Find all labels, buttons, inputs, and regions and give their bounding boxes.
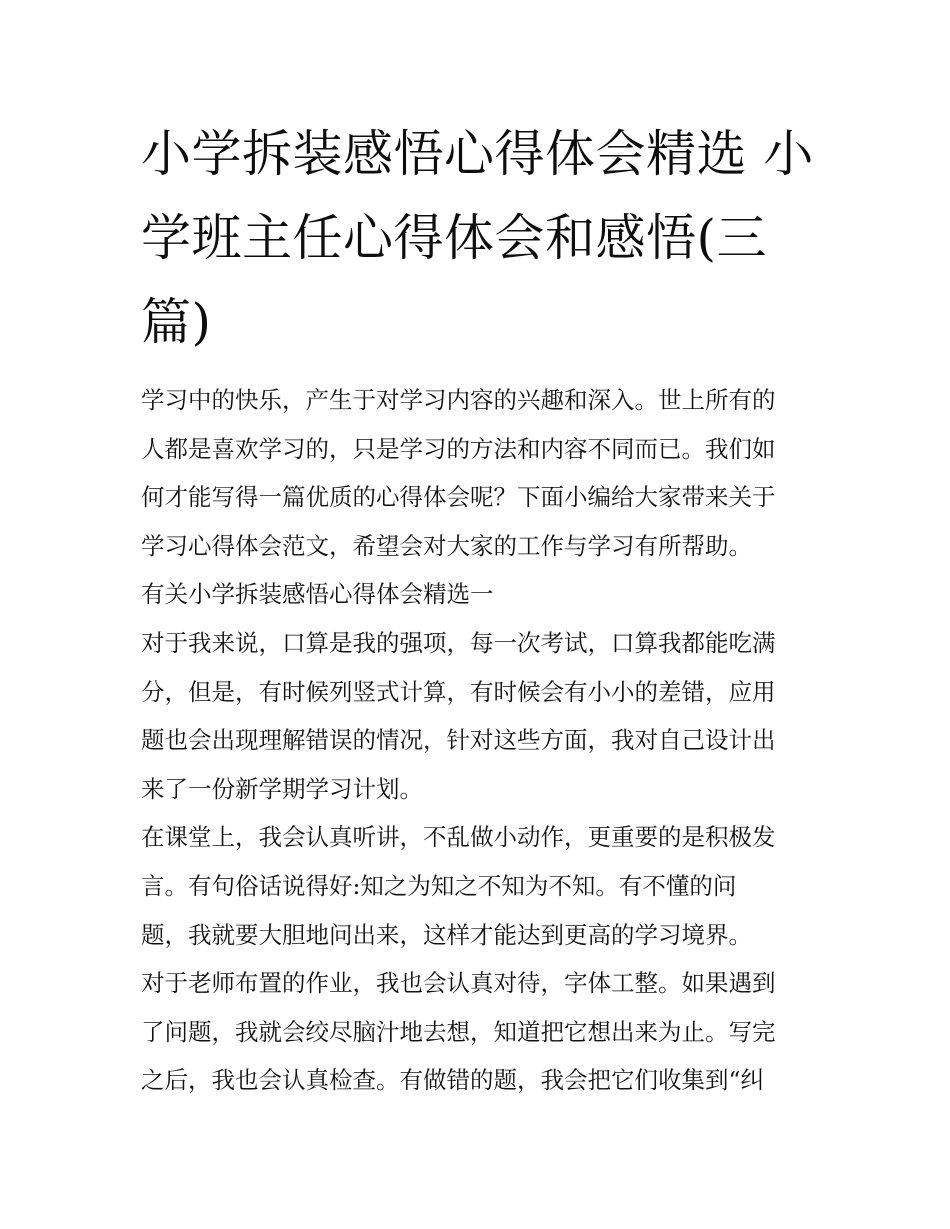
text-line: 言。有句俗话说得好:知之为知之不知为不知。有不懂的问 xyxy=(141,871,737,900)
text-line: 何才能写得一篇优质的心得体会呢？下面小编给大家带来关于 xyxy=(141,483,776,512)
body-paragraph xyxy=(141,813,813,959)
title-line: 学班主任心得体会和感悟(三 xyxy=(141,209,768,267)
text-line: 对于我来说，口算是我的强项，每一次考试，口算我都能吃满 xyxy=(141,628,776,657)
text-line: 了问题，我就会绞尽脑汁地去想，知道把它想出来为止。写完 xyxy=(141,1017,776,1046)
text-line: 学习中的快乐，产生于对学习内容的兴趣和深入。世上所有的 xyxy=(141,386,776,414)
body-paragraph xyxy=(141,619,813,813)
body-paragraph xyxy=(141,959,813,1105)
document-body xyxy=(141,376,813,1105)
intro-paragraph xyxy=(141,376,813,570)
text-line: 有关小学拆装感悟心得体会精选一 xyxy=(141,580,494,609)
document-content xyxy=(141,112,813,1105)
text-line: 题，我就要大胆地问出来，这样才能达到更高的学习境界。 xyxy=(141,920,752,949)
text-line: 学习心得体会范文，希望会对大家的工作与学习有所帮助。 xyxy=(141,531,752,560)
text-line: 人都是喜欢学习的，只是学习的方法和内容不同而已。我们如 xyxy=(141,434,776,463)
text-line: 对于老师布置的作业，我也会认真对待，字体工整。如果遇到 xyxy=(141,969,776,998)
title-line: 篇) xyxy=(141,293,212,351)
title-line: 小学拆装感悟心得体会精选 小 xyxy=(141,125,814,183)
text-line: 分，但是，有时候列竖式计算，有时候会有小小的差错，应用 xyxy=(141,677,776,706)
text-line: 来了一份新学期学习计划。 xyxy=(141,774,423,803)
text-line: 之后，我也会认真检查。有做错的题，我会把它们收集到“纠 xyxy=(141,1066,765,1095)
text-line: 在课堂上，我会认真听讲，不乱做小动作，更重要的是积极发 xyxy=(141,823,776,852)
section-heading xyxy=(141,570,813,619)
document-title xyxy=(141,112,813,364)
text-line: 题也会出现理解错误的情况，针对这些方面，我对自己设计出 xyxy=(141,726,776,755)
